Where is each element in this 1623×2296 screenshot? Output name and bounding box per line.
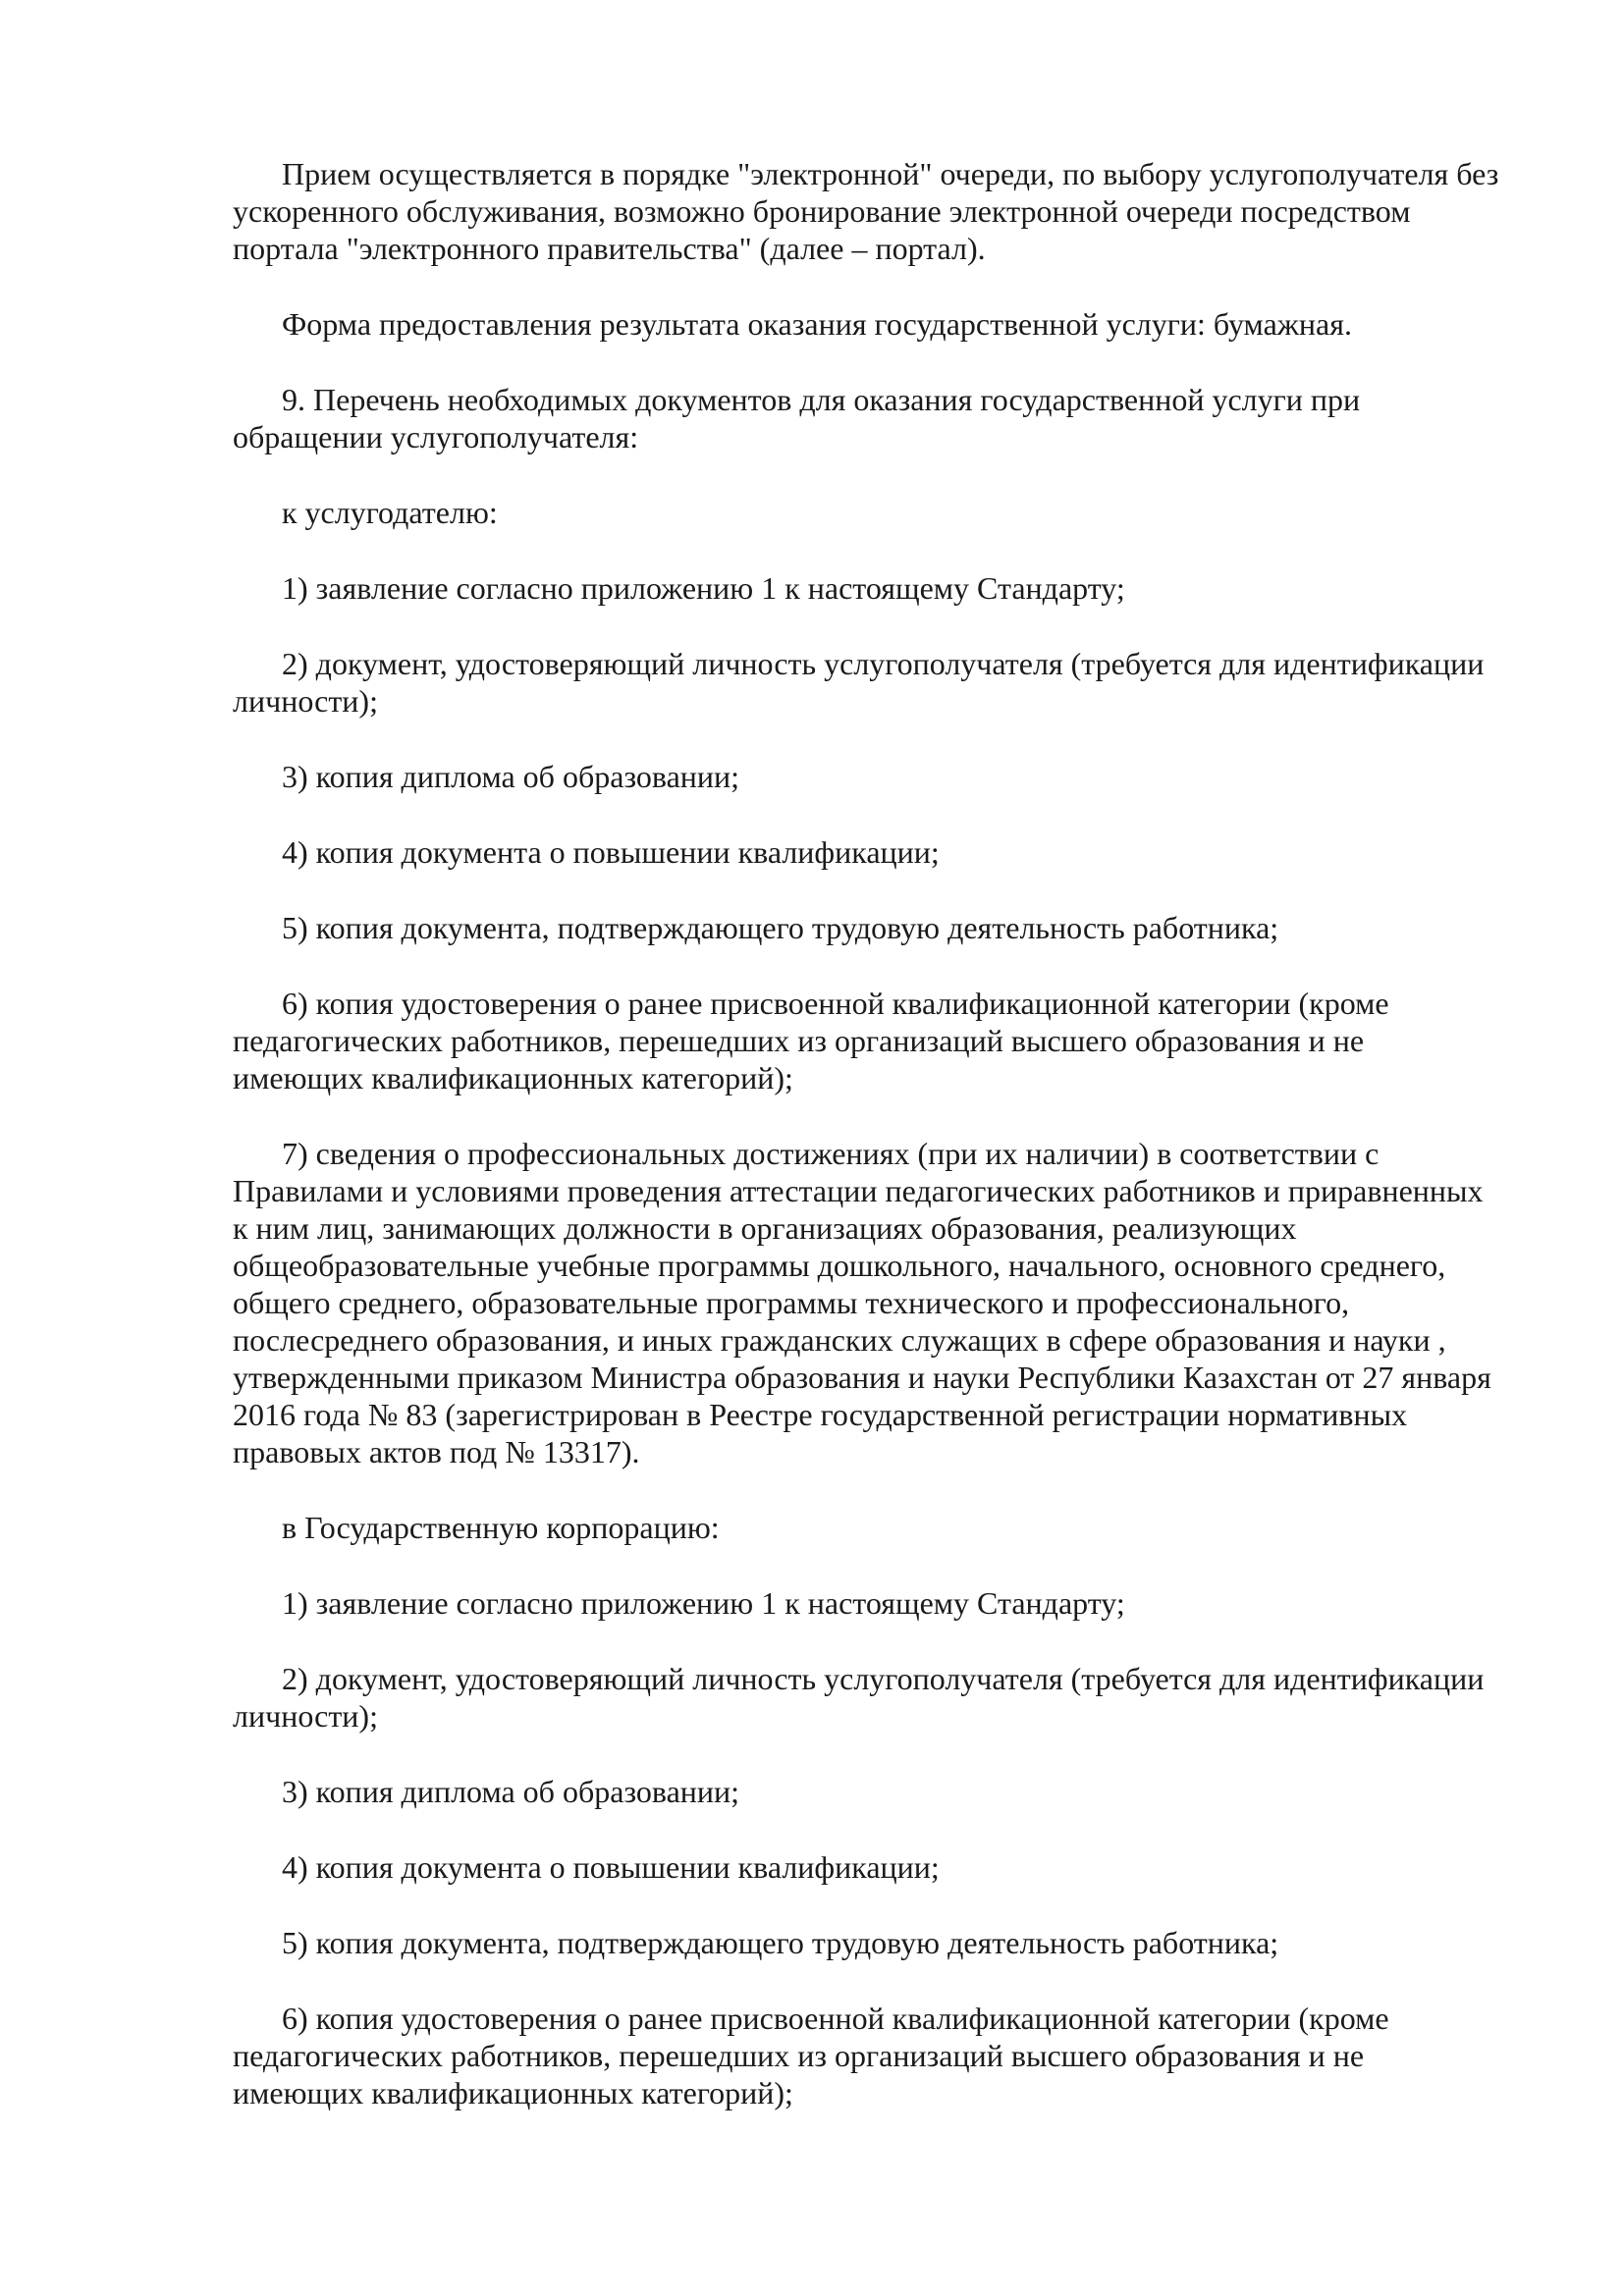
paragraph-queue-info: Прием осуществляется в порядке "электронной" очереди, по выбору услугополучателя без ускоренного обслуживания, возможно бронирование электронной очереди посредством портала "электронного правительства" (далее – портал). bbox=[233, 156, 1499, 266]
list-item-provider-5: 5) копия документа, подтверждающего трудовую деятельность работника; bbox=[282, 910, 1279, 945]
list-item-provider-7: 7) сведения о профессиональных достижениях (при их наличии) в соответствии с Правилами и условиями проведения аттестации педагогических работников и приравненных к ним лиц, занимающих должности в организациях образования, реализующих общеобразовательные учебные программы дошкольного, начального, основного среднего, общего среднего, образовательные программы технического и профессионального, послесреднего образования, и иных гражданских служащих в сфере образования и науки , утвержденными приказом Министра образования и науки Республики Казахстан от 27 января 2016 года № 83 (зарегистрирован в Реестре государственной регистрации нормативных правовых актов под № 13317). bbox=[233, 1136, 1491, 1469]
paragraph-documents-list-heading: 9. Перечень необходимых документов для оказания государственной услуги при обращении услугополучателя: bbox=[233, 382, 1361, 454]
paragraph-to-provider-heading: к услугодателю: bbox=[282, 495, 498, 530]
list-item-corporation-3: 3) копия диплома об образовании; bbox=[282, 1774, 740, 1809]
list-item-provider-2: 2) документ, удостоверяющий личность услугополучателя (требуется для идентификации личности); bbox=[233, 646, 1485, 719]
paragraph-result-form: Форма предоставления результата оказания государственной услуги: бумажная. bbox=[282, 306, 1352, 342]
document-page bbox=[233, 155, 1499, 2150]
list-item-corporation-2: 2) документ, удостоверяющий личность услугополучателя (требуется для идентификации личности); bbox=[233, 1661, 1485, 1734]
list-item-provider-1: 1) заявление согласно приложению 1 к настоящему Стандарту; bbox=[282, 570, 1125, 606]
list-item-corporation-5: 5) копия документа, подтверждающего трудовую деятельность работника; bbox=[282, 1925, 1279, 1960]
paragraph-to-corporation-heading: в Государственную корпорацию: bbox=[282, 1510, 720, 1545]
list-item-provider-3: 3) копия диплома об образовании; bbox=[282, 759, 740, 794]
list-item-provider-6: 6) копия удостоверения о ранее присвоенной квалификационной категории (кроме педагогических работников, перешедших из организаций высшего образования и не имеющих квалификационных категорий); bbox=[233, 986, 1389, 1095]
list-item-corporation-4: 4) копия документа о повышении квалификации; bbox=[282, 1849, 940, 1885]
list-item-provider-4: 4) копия документа о повышении квалификации; bbox=[282, 834, 940, 870]
list-item-corporation-6: 6) копия удостоверения о ранее присвоенной квалификационной категории (кроме педагогических работников, перешедших из организаций высшего образования и не имеющих квалификационных категорий); bbox=[233, 2001, 1389, 2110]
list-item-corporation-1: 1) заявление согласно приложению 1 к настоящему Стандарту; bbox=[282, 1585, 1125, 1621]
